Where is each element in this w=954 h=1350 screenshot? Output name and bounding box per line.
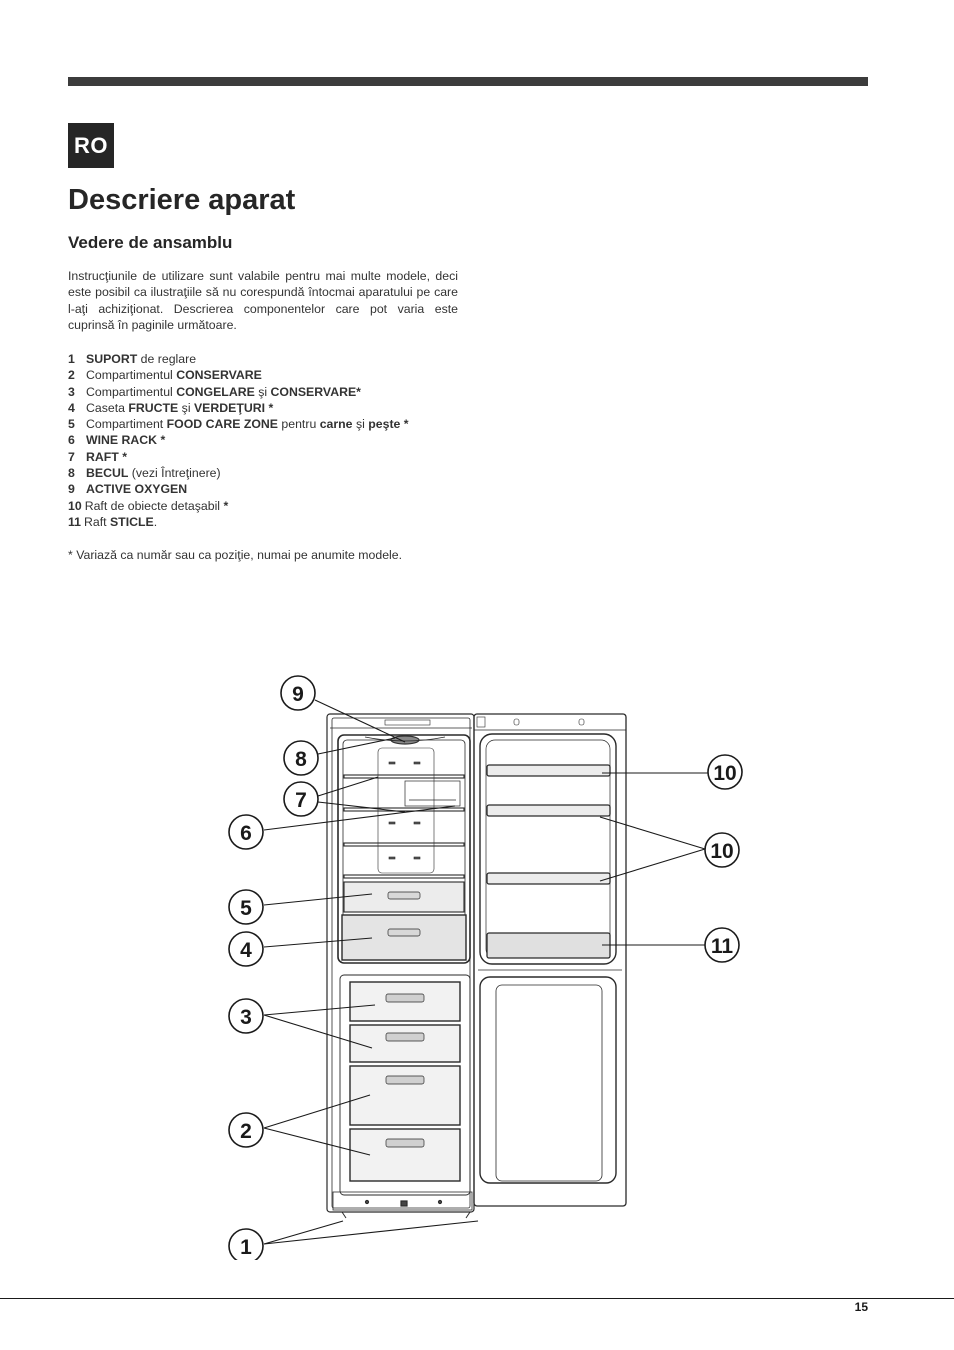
svg-text:1: 1	[240, 1236, 252, 1259]
part-text: Compartiment	[86, 417, 167, 432]
parts-list-item	[68, 465, 409, 481]
svg-text:5: 5	[240, 897, 252, 920]
part-text: şi	[178, 400, 194, 415]
parts-list-item	[68, 498, 409, 514]
callout-9	[281, 676, 315, 710]
fridge-diagram	[0, 660, 954, 1260]
parts-list-item	[68, 384, 409, 400]
part-text: carne	[319, 417, 353, 432]
top-rule	[68, 77, 868, 86]
language-badge: RO	[68, 123, 114, 168]
intro-paragraph: Instrucţiunile de utilizare sunt valabile pentru mai multe modele, deci este posibil ca ilustraţiile să nu corespundă întocmai aparatului pe care l-aţi achiziţionat. Descrierea componentelor care pot varia este cuprinsă în paginile următoare.	[68, 269, 458, 332]
svg-text:10: 10	[710, 840, 734, 863]
part-text: WINE RACK *	[86, 433, 166, 448]
parts-list-item	[68, 367, 409, 383]
part-text: RAFT *	[86, 449, 127, 464]
part-number: 8	[68, 466, 75, 481]
part-number: 6	[68, 433, 75, 448]
part-number: 3	[68, 384, 75, 399]
part-number: 2	[68, 368, 75, 383]
fridge-door	[474, 714, 626, 1206]
svg-text:3: 3	[240, 1006, 252, 1029]
part-number: 9	[68, 482, 75, 497]
part-text: şi	[254, 384, 271, 399]
feet	[401, 1201, 407, 1206]
door-liner-lower	[480, 977, 616, 1183]
door-shelves	[487, 765, 610, 884]
callout-3	[229, 999, 263, 1033]
wine-rack	[405, 781, 460, 806]
callout-8	[284, 741, 318, 775]
callouts	[229, 676, 742, 1260]
part-number: 7	[68, 449, 75, 464]
svg-text:4: 4	[240, 939, 252, 962]
callout-2	[229, 1113, 263, 1147]
shelves	[344, 775, 464, 878]
callout-5	[229, 890, 263, 924]
part-number: 10	[68, 498, 82, 513]
svg-text:2: 2	[240, 1120, 252, 1143]
part-text: CONGELARE	[176, 384, 255, 399]
page-number: 15	[854, 1300, 868, 1314]
part-text: *	[223, 498, 229, 513]
section-title: Vedere de ansamblu	[68, 233, 233, 252]
part-text: Raft de obiecte detaşabil	[84, 498, 224, 513]
parts-list-item	[68, 514, 409, 530]
callout-1	[229, 1229, 263, 1260]
part-text: FRUCTE	[128, 400, 179, 415]
part-text: (vezi Întreţinere)	[128, 466, 221, 481]
callout-10-middle	[705, 833, 739, 867]
svg-text:11: 11	[710, 935, 734, 958]
parts-list-item	[68, 432, 409, 448]
page-title: Descriere aparat	[68, 184, 296, 216]
crisper-drawer	[342, 915, 466, 960]
part-text: SUPORT	[86, 352, 138, 366]
part-text: BECUL	[86, 466, 129, 481]
part-number: 1	[68, 352, 75, 366]
svg-text:7: 7	[295, 789, 307, 812]
bottle-shelf	[487, 933, 610, 958]
bottom-rule	[0, 1298, 954, 1299]
part-number: 5	[68, 417, 75, 432]
callout-10-top	[708, 755, 742, 789]
parts-list-item	[68, 449, 409, 465]
part-text: Compartimentul	[86, 384, 177, 399]
part-number: 11	[68, 514, 81, 529]
callout-4	[229, 932, 263, 966]
part-text: VERDEŢURI *	[193, 400, 274, 415]
part-text: STICLE	[109, 514, 154, 529]
svg-text:8: 8	[295, 748, 307, 771]
part-text: şi	[352, 417, 369, 432]
footnote: * Variază ca număr sau ca poziţie, numai pe anumite modele.	[68, 548, 403, 562]
svg-text:9: 9	[292, 683, 304, 706]
part-text: FOOD CARE ZONE	[166, 417, 278, 432]
part-text: Raft	[84, 514, 110, 529]
callout-11	[705, 928, 739, 962]
part-number: 4	[68, 400, 75, 415]
callout-7	[284, 782, 318, 816]
svg-text:10: 10	[713, 762, 737, 785]
part-text: ACTIVE OXYGEN	[86, 482, 188, 497]
callout-6	[229, 815, 263, 849]
part-text: CONSERVARE	[176, 368, 262, 383]
part-text: de reglare	[137, 352, 197, 366]
part-text: Caseta	[86, 400, 129, 415]
parts-list-item	[68, 400, 409, 416]
parts-list	[68, 351, 409, 530]
parts-list-item	[68, 416, 409, 432]
part-text: CONSERVARE*	[270, 384, 361, 399]
part-text: peşte *	[368, 417, 409, 432]
part-text: Compartimentul	[86, 368, 177, 383]
parts-list-item	[68, 351, 409, 367]
part-text: pentru	[278, 417, 320, 432]
part-text: .	[153, 514, 158, 529]
parts-list-item	[68, 481, 409, 497]
svg-text:6: 6	[240, 822, 252, 845]
